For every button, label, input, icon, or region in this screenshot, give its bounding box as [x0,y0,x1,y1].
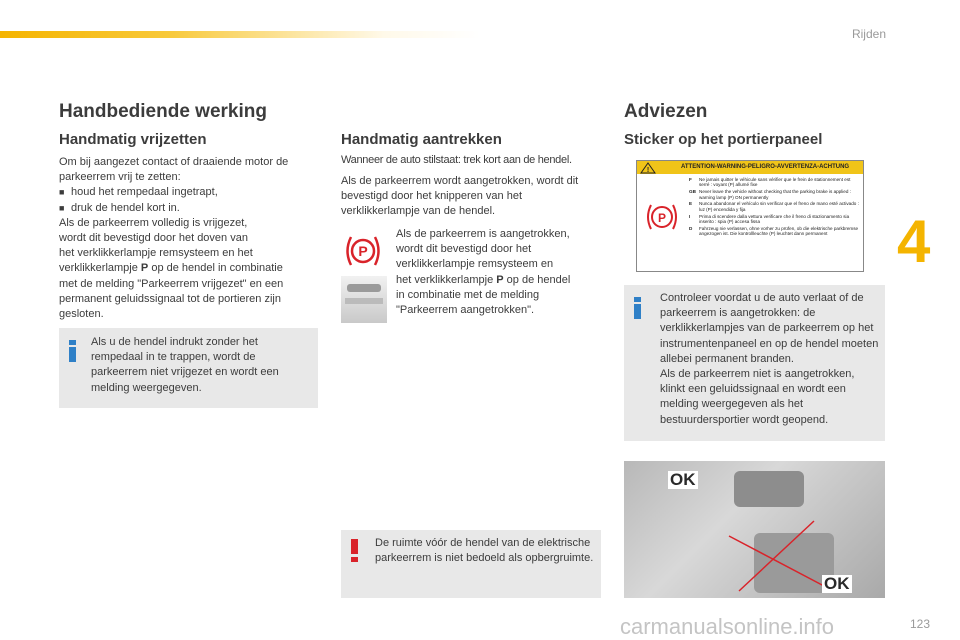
ok-label: OK [670,470,696,489]
left-title: Handbediende werking [59,101,267,122]
page-number: 123 [909,617,930,631]
svg-text:P: P [358,243,368,259]
lever-image [341,276,387,323]
door-sticker [636,160,864,272]
sticker-parking-brake-icon [645,201,679,233]
advice-info-text: Controleer voordat u de auto verlaat of de parkeerrem is aangetrokken: de verklikkerlampjes van de parkeerrem op het instrumentenpaneel en op de hendel moeten allebei permanent branden. Als de parkeerrem niet is aangetrokken, klinkt een geluidssignaal en wordt een melding weergegeven als het bestuurdersportier wordt geopend. [660,292,879,426]
sticker-banner: ATTENTION-WARNING-PELIGRO-AVVERTENZA-ACHTUNG [637,161,863,174]
info-icon [69,340,76,362]
bullet-icon: ■ [59,202,65,213]
release-body-line: wordt dit bevestigd door het doven van [59,232,248,245]
section-label: Rijden [851,27,886,41]
info-icon [634,297,641,319]
apply-warning-text: De ruimte vóór de hendel van de elektrische parkeerrem is niet bedoeld als opbergruimte. [375,537,594,565]
sticker-heading: Sticker op het portierpaneel [624,131,823,148]
chapter-number: 4 [897,208,931,275]
right-title: Adviezen [624,101,708,122]
bullet-icon: ■ [59,187,65,198]
apply-warning-box [341,530,601,598]
parking-brake-lamp-icon [343,233,383,269]
release-body-line: permanent geluidssignaal tot de portieren zijn [59,292,281,305]
sticker-text: F Ne jamais quitter le véhicule sans vérifier que le frein de stationnement est serré : voyant (P) allumé fixe GB Never leave the vehicle without checking that the parking brake is applied : warning lamp (P) ON permanently E Nunca abandonar el vehículo sin verificar que el freno de mano esté activado : luz (P) encendida y fija I Prima di scendere dalla vettura verificare che il freno di stazionamento sia inserito : spia (P) accesa fissa D Fahrzeug nie verlassen, ohne vorher zu prüfen, ob die elektrische parkbremse angezogen ist. Die kontrollleuchte (P) leuchtet dann permanent [689,177,859,237]
release-text [59,155,321,322]
watermark: carmanualsonline.info [620,614,835,639]
advice-info-box [624,285,885,441]
release-info-box [59,328,318,408]
release-body-line: gesloten. [59,308,104,321]
release-body-line: het verklikkerlampje remsysteem en het [59,247,253,260]
ok-label: OK [824,574,850,593]
apply-heading: Handmatig aantrekken [341,131,502,148]
release-body-line: met de melding "Parkeerrem vrijgezet" en een [59,277,284,290]
release-info-text: Als u de hendel indrukt zonder het rempedaal in te trappen, wordt de parkeerrem niet vrijgezet en wordt een melding weergegeven. [91,336,279,394]
apply-intro: Wanneer de auto stilstaat: trek kort aan de hendel. [341,154,572,166]
apply-applied-text: Als de parkeerrem is aangetrokken, wordt dit bevestigd door het verklikkerlampje remsysteem en het verklikkerlampje P op de hendel in combinatie met de melding "Parkeerrem aangetrokken". [396,228,571,317]
console-photo [624,461,885,598]
release-body-line: Als de parkeerrem volledig is vrijgezet, [59,216,248,229]
warning-icon [351,539,358,561]
release-body-line: verklikkerlampje P op de hendel in combinatie [59,262,283,275]
warning-triangle-icon [640,162,656,174]
chapter-color-bar [0,31,480,38]
svg-text:P: P [657,211,667,225]
release-intro: Om bij aangezet contact of draaiende motor de parkeerrem vrij te zetten: [59,156,289,184]
release-bullet-1: ■ houd het rempedaal ingetrapt, [59,185,321,200]
svg-text:!: ! [646,167,650,174]
release-heading: Handmatig vrijzetten [59,131,207,148]
release-bullet-2: ■ druk de hendel kort in. [59,201,321,216]
apply-body: Als de parkeerrem wordt aangetrokken, wordt dit bevestigd door het knipperen van het verklikkerlampje van de hendel. [341,175,579,218]
